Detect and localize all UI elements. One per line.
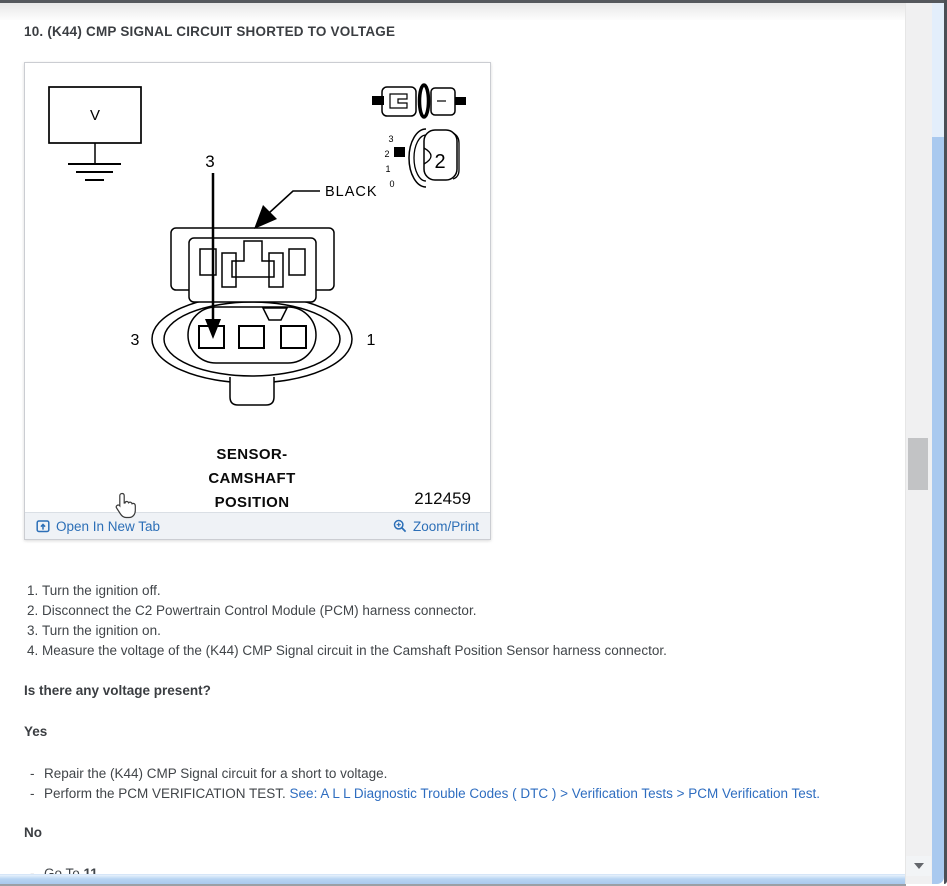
- verification-test-link[interactable]: See: A L L Diagnostic Trouble Codes ( DTC ) > Verification Tests > PCM Verification Test.: [289, 786, 821, 801]
- dash-marker: -: [30, 766, 35, 781]
- figure-toolbar: [25, 512, 490, 539]
- ground-symbol: [68, 143, 121, 180]
- yes-label: Yes: [24, 724, 48, 739]
- inset-scale-0: 0: [389, 179, 395, 189]
- open-in-new-tab-link[interactable]: [36, 519, 160, 534]
- index-notch: [263, 308, 287, 320]
- black-wire-callout: [254, 184, 378, 229]
- outer-scrollbar-track[interactable]: [932, 0, 944, 137]
- chevron-down-icon: [914, 863, 924, 869]
- figure-panel: [24, 62, 491, 540]
- black-wire-label: BLACK: [325, 184, 378, 200]
- cavity-right-label: 1: [366, 332, 376, 349]
- page-title: 10. (K44) CMP SIGNAL CIRCUIT SHORTED TO VOLTAGE: [24, 24, 396, 39]
- bottom-tab: [230, 377, 274, 405]
- list-item: [30, 764, 820, 784]
- outer-scrollbar-thumb[interactable]: [932, 137, 944, 884]
- open-in-new-tab-icon: [36, 519, 50, 533]
- connector-face: [131, 228, 376, 405]
- window-top-edge: [0, 0, 944, 3]
- step-2: 2. Disconnect the C2 Powertrain Control Module (PCM) harness connector.: [42, 601, 667, 621]
- step-3: 3. Turn the ignition on.: [42, 621, 667, 641]
- step-4: 4. Measure the voltage of the (K44) CMP Signal circuit in the Camshaft Position Sensor harness connector.: [42, 641, 667, 661]
- connector-inset-icon: [384, 129, 459, 189]
- inset-scale-3: 3: [388, 134, 394, 144]
- vertical-scrollbar-thumb[interactable]: [908, 438, 928, 490]
- pin-cavity-1: [281, 326, 306, 348]
- scroll-down-button[interactable]: [906, 856, 931, 876]
- figure-caption: [138, 443, 366, 515]
- cavity-left-label: 3: [130, 332, 140, 349]
- zoom-print-link[interactable]: [393, 519, 479, 534]
- inset-scale-1: 1: [385, 164, 391, 174]
- connector-latch: [171, 228, 334, 302]
- content-top-shadow: [0, 3, 905, 20]
- pin-cavity-2: [239, 326, 264, 348]
- caption-line-2: CAMSHAFT: [208, 470, 296, 487]
- inset-scale-2: 2: [384, 149, 390, 159]
- open-in-new-tab-label: Open In New Tab: [56, 518, 161, 534]
- procedure-steps: [24, 581, 667, 661]
- yes-action-1: Repair the (K44) CMP Signal circuit for a short to voltage.: [44, 766, 388, 781]
- step-1: 1. Turn the ignition off.: [42, 581, 667, 601]
- caption-line-3: POSITION: [214, 494, 290, 511]
- no-label: No: [24, 825, 42, 840]
- wire-pin-label: 3: [205, 152, 215, 171]
- question-text: Is there any voltage present?: [24, 683, 211, 698]
- connector-side-view-icon: [372, 85, 466, 117]
- dash-marker: -: [30, 786, 35, 801]
- inset-connector-label: 2: [434, 151, 446, 173]
- caption-line-1: SENSOR-: [216, 446, 288, 463]
- zoom-print-label: Zoom/Print: [412, 518, 479, 534]
- yes-actions: [30, 764, 820, 804]
- yes-action-2: [44, 784, 820, 804]
- yes-action-2-text: Perform the PCM VERIFICATION TEST.: [44, 786, 290, 801]
- list-item: [30, 784, 820, 804]
- horizontal-scrollbar[interactable]: [0, 874, 906, 886]
- zoom-icon: [393, 519, 407, 533]
- voltmeter-label: V: [89, 107, 101, 124]
- figure-number: 212459: [414, 489, 471, 508]
- voltmeter: [49, 87, 141, 180]
